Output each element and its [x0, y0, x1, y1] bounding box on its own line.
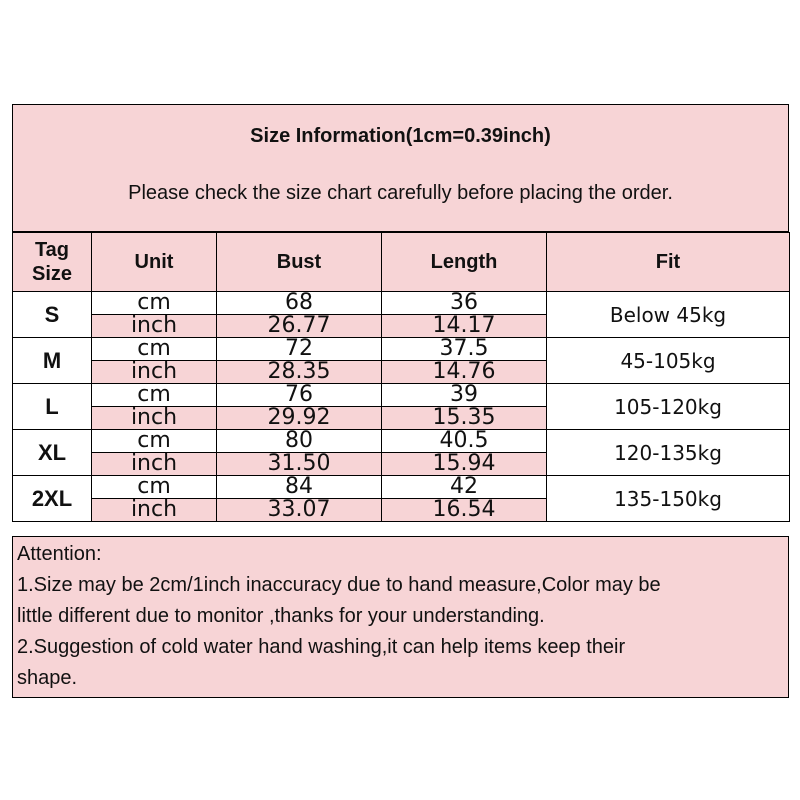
length-inch: 15.35 [382, 407, 547, 430]
bust-cm: 72 [217, 338, 382, 361]
unit-inch: inch [92, 315, 217, 338]
bust-cm: 84 [217, 476, 382, 499]
unit-cm: cm [92, 476, 217, 499]
bust-inch: 26.77 [217, 315, 382, 338]
notes-line-3: 2.Suggestion of cold water hand washing,it can help items keep their [17, 636, 626, 658]
bust-cm: 80 [217, 430, 382, 453]
fit-value: Below 45kg [547, 292, 790, 338]
col-header-bust: Bust [217, 233, 382, 292]
size-chart [12, 104, 789, 697]
length-cm: 36 [382, 292, 547, 315]
size-label: XL [13, 430, 92, 476]
fit-value: 105-120kg [547, 384, 790, 430]
unit-inch: inch [92, 453, 217, 476]
notes-line-2: little different due to monitor ,thanks for your understanding. [17, 605, 545, 627]
unit-cm: cm [92, 292, 217, 315]
table-header-row [13, 233, 790, 292]
notes-line-1: 1.Size may be 2cm/1inch inaccuracy due to hand measure,Color may be [17, 574, 661, 596]
fit-value: 45-105kg [547, 338, 790, 384]
bust-inch: 33.07 [217, 499, 382, 522]
table-row-cm [13, 476, 790, 499]
bust-inch: 31.50 [217, 453, 382, 476]
size-label: L [13, 384, 92, 430]
col-header-fit: Fit [547, 233, 790, 292]
length-cm: 40.5 [382, 430, 547, 453]
length-inch: 16.54 [382, 499, 547, 522]
unit-inch: inch [92, 407, 217, 430]
unit-cm: cm [92, 384, 217, 407]
unit-cm: cm [92, 430, 217, 453]
fit-value: 120-135kg [547, 430, 790, 476]
length-cm: 42 [382, 476, 547, 499]
attention-notes [12, 536, 789, 698]
size-chart-header [12, 104, 789, 232]
bust-cm: 68 [217, 292, 382, 315]
length-inch: 15.94 [382, 453, 547, 476]
bust-inch: 28.35 [217, 361, 382, 384]
unit-inch: inch [92, 499, 217, 522]
col-header-tag: Tag [34, 239, 70, 261]
col-header-length: Length [382, 233, 547, 292]
length-inch: 14.17 [382, 315, 547, 338]
table-row-cm [13, 292, 790, 315]
bust-cm: 76 [217, 384, 382, 407]
length-inch: 14.76 [382, 361, 547, 384]
unit-inch: inch [92, 361, 217, 384]
fit-value: 135-150kg [547, 476, 790, 522]
length-cm: 37.5 [382, 338, 547, 361]
bust-inch: 29.92 [217, 407, 382, 430]
size-label: M [13, 338, 92, 384]
size-label: 2XL [13, 476, 92, 522]
length-cm: 39 [382, 384, 547, 407]
notes-heading: Attention: [17, 543, 102, 565]
size-label: S [13, 292, 92, 338]
col-header-unit: Unit [92, 233, 217, 292]
chart-title: Size Information(1cm=0.39inch) [250, 125, 551, 147]
table-row-cm [13, 338, 790, 361]
size-table [12, 232, 790, 522]
col-header-size: Size [31, 263, 73, 285]
notes-line-4: shape. [17, 667, 78, 689]
unit-cm: cm [92, 338, 217, 361]
table-row-cm [13, 430, 790, 453]
table-row-cm [13, 384, 790, 407]
col-header-tag-size [13, 233, 92, 292]
chart-subtitle: Please check the size chart carefully before placing the order. [128, 182, 673, 204]
